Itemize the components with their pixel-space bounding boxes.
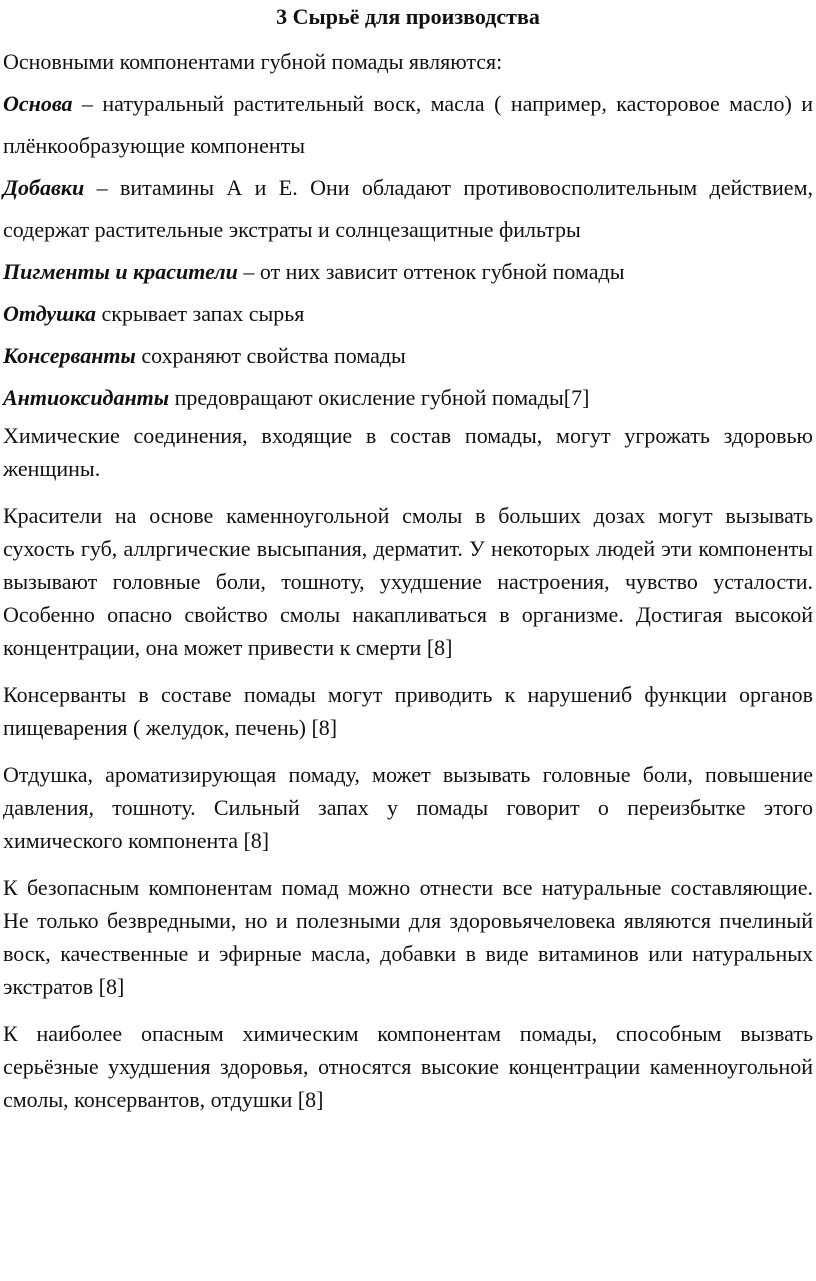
paragraph-fragrance: Отдушка, ароматизирующая помаду, может вызывать головные боли, повышение давления, тошноту. Сильный запах у помады говорит о переизбытке этого химического компонента [8] — [3, 762, 813, 853]
component-base — [3, 83, 813, 167]
component-desc: – натуральный растительный воск, масла ( например, касторовое масло) и плёнкообразующие компоненты — [3, 91, 813, 158]
component-pigments — [3, 251, 813, 293]
component-term: Антиоксиданты — [3, 385, 170, 410]
paragraph-dangerous-components: К наиболее опасным химическим компонентам помады, способным вызвать серьёзные ухудшения здоровья, относятся высокие концентрации каменноугольной смолы, консервантов, отдушки [8] — [3, 1021, 813, 1112]
component-fragrance — [3, 293, 813, 335]
paragraph-safe-components: К безопасным компонентам помад можно отнести все натуральные составляющие. Не только безвредными, но и полезными для здоровьячеловека являются пчелиный воск, качественные и эфирные масла, добавки в виде витаминов или натуральных экстратов [8] — [3, 875, 813, 999]
intro-text: Основными компонентами губной помады являются: — [3, 49, 503, 74]
component-antioxidants — [3, 377, 813, 419]
component-desc: предовращают окисление губной помады[7] — [169, 385, 590, 410]
component-desc: сохраняют свойства помады — [135, 343, 406, 368]
paragraph-dyes: Красители на основе каменноугольной смолы в больших дозах могут вызывать сухость губ, аллргические высыпания, дерматит. У некоторых людей эти компоненты вызывают головные боли, тошноту, ухудшение настроения, чувство усталости. Особенно опасно свойство смолы накапливаться в организме. Достигая высокой концентрации, она может привести к смерти [8] — [3, 503, 813, 660]
component-additives — [3, 167, 813, 251]
paragraph-chemicals: Химические соединения, входящие в состав помады, могут угрожать здоровью женщины. — [3, 423, 813, 481]
component-term: Консерванты — [3, 343, 136, 368]
component-desc: – от них зависит оттенок губной помады — [237, 259, 625, 284]
component-desc: – витамины А и Е. Они обладают противовосполительным действием, содержат растительные экстраты и солнцезащитные фильтры — [3, 175, 813, 242]
component-term: Пигменты и красители — [3, 259, 238, 284]
paragraph-preservatives: Консерванты в составе помады могут приводить к нарушениб функции органов пищеварения ( желудок, печень) [8] — [3, 682, 813, 740]
component-term: Добавки — [3, 175, 85, 200]
component-term: Отдушка — [3, 301, 97, 326]
component-desc: скрывает запах сырья — [96, 301, 305, 326]
component-term: Основа — [3, 91, 73, 116]
component-preservatives — [3, 335, 813, 377]
section-title: 3 Сырьё для производства — [276, 4, 540, 29]
